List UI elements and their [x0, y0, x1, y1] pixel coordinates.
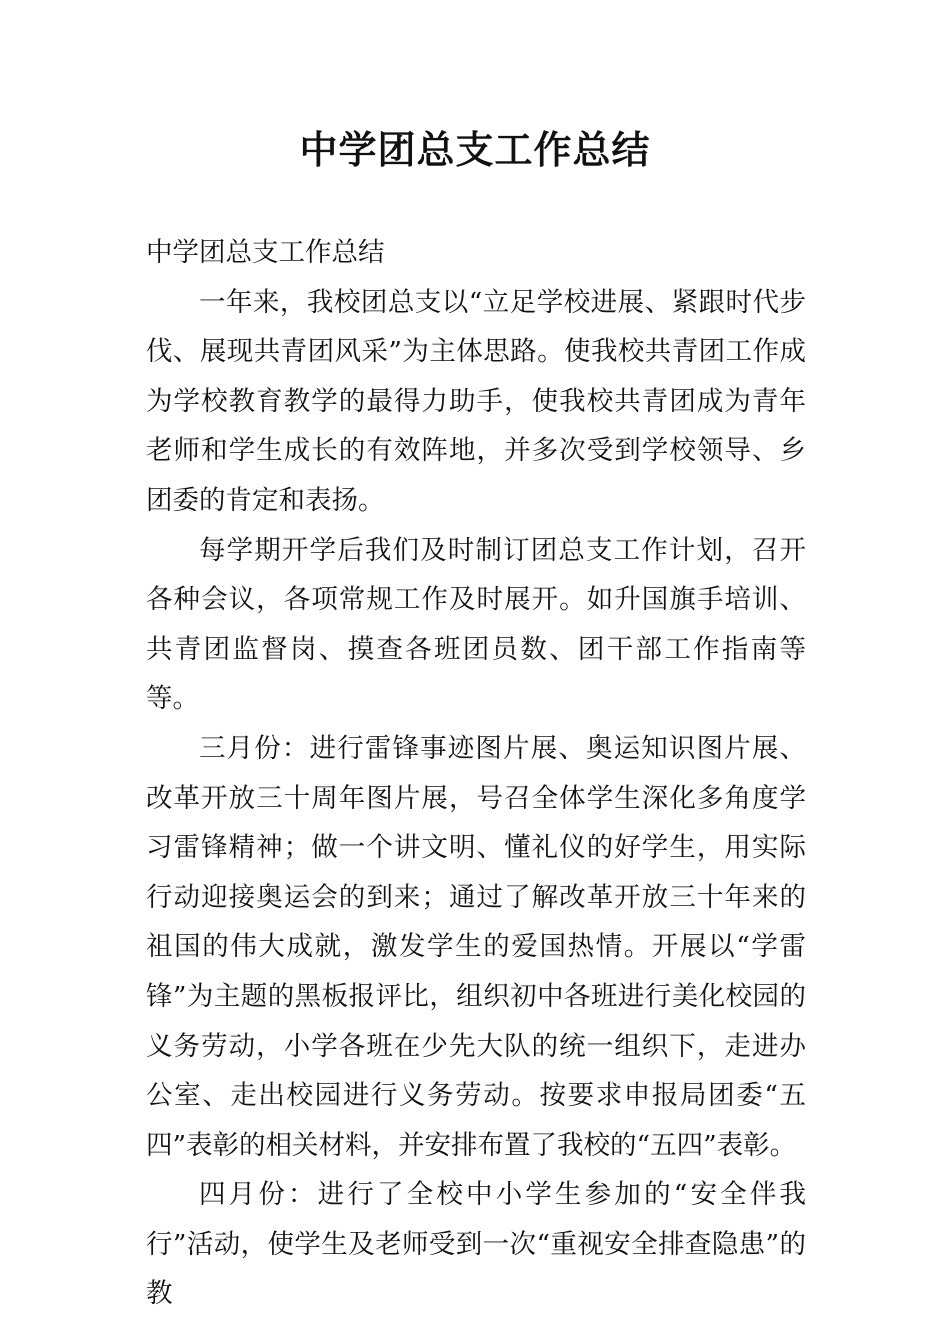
document-title: 中学团总支工作总结	[299, 128, 651, 172]
paragraph: 三月份：进行雷锋事迹图片展、奥运知识图片展、改革开放三十周年图片展，号召全体学生深化多角度学习雷锋精神；做一个讲文明、懂礼仪的好学生，用实际行动迎接奥运会的到来；通过了解改革开放三十年来的祖国的伟大成就，激发学生的爱国热情。开展以“学雷锋”为主题的黑板报评比，组织初中各班进行美化校园的义务劳动，小学各班在少先大队的统一组织下，走进办公室、走出校园进行义务劳动。按要求申报局团委“五四”表彰的相关材料，并安排布置了我校的“五四”表彰。	[146, 732, 806, 1161]
paragraph: 一年来，我校团总支以“立足学校进展、紧跟时代步伐、展现共青团风采”为主体思路。使我校共青团工作成为学校教育教学的最得力助手，使我校共青团成为青年老师和学生成长的有效阵地，并多次受到学校领导、乡团委的肯定和表扬。	[146, 286, 806, 516]
document-subtitle: 中学团总支工作总结	[146, 237, 385, 268]
paragraph: 每学期开学后我们及时制订团总支工作计划，召开各种会议，各项常规工作及时展开。如升国旗手培训、共青团监督岗、摸查各班团员数、团干部工作指南等等。	[146, 534, 806, 715]
paragraph: 四月份：进行了全校中小学生参加的“安全伴我行”活动，使学生及老师受到一次“重视安全排查隐患”的教	[146, 1179, 806, 1310]
document-body	[146, 228, 806, 1319]
